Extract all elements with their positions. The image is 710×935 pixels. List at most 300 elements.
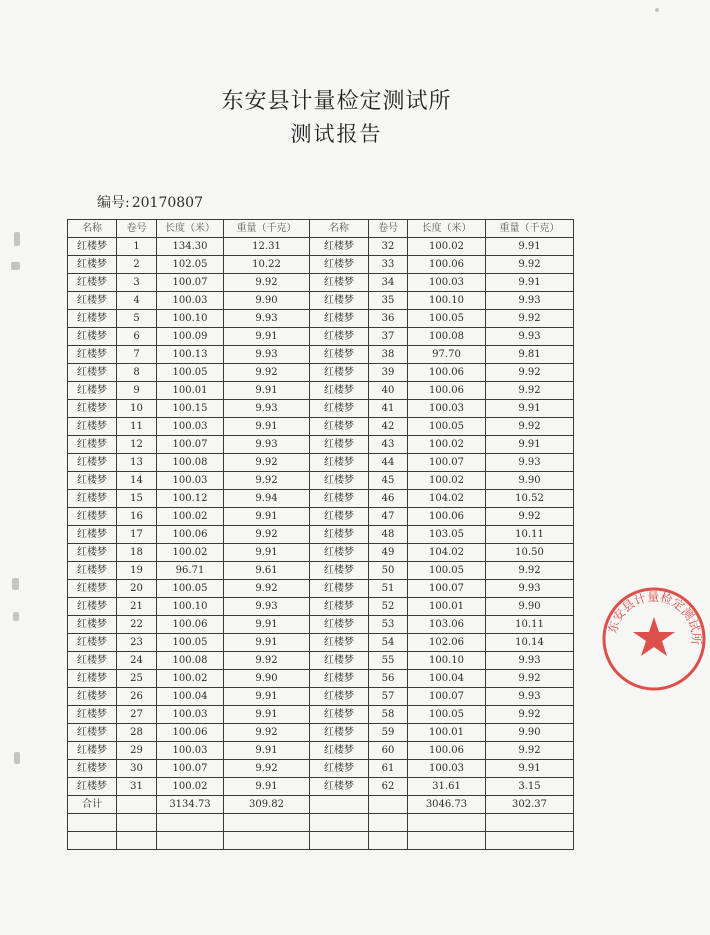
length-cell: 100.04 (157, 688, 224, 706)
weight-cell: 9.61 (224, 562, 310, 580)
weight-cell: 9.93 (224, 436, 310, 454)
table-row (68, 436, 574, 454)
item-name-cell: 红楼梦 (310, 688, 369, 706)
volume-number-cell: 7 (117, 346, 157, 364)
item-name-cell: 红楼梦 (310, 292, 369, 310)
item-name-cell: 红楼梦 (68, 508, 117, 526)
item-name-cell: 红楼梦 (310, 598, 369, 616)
length-cell: 100.07 (157, 760, 224, 778)
table-row (68, 544, 574, 562)
volume-number-cell: 4 (117, 292, 157, 310)
table-row (68, 346, 574, 364)
weight-cell: 9.92 (486, 256, 574, 274)
volume-number-cell: 24 (117, 652, 157, 670)
volume-number-cell: 16 (117, 508, 157, 526)
item-name-cell: 红楼梦 (68, 328, 117, 346)
length-cell: 100.05 (157, 634, 224, 652)
item-name-cell: 红楼梦 (310, 508, 369, 526)
length-cell: 100.07 (157, 274, 224, 292)
item-name-cell: 红楼梦 (68, 760, 117, 778)
empty-cell (117, 814, 157, 832)
volume-number-cell: 54 (369, 634, 408, 652)
item-name-cell: 红楼梦 (310, 310, 369, 328)
length-cell: 100.12 (157, 490, 224, 508)
item-name-cell: 红楼梦 (310, 580, 369, 598)
total-weight-cell: 309.82 (224, 796, 310, 814)
item-name-cell: 红楼梦 (68, 562, 117, 580)
volume-number-cell: 19 (117, 562, 157, 580)
item-name-cell: 红楼梦 (310, 616, 369, 634)
item-name-cell: 红楼梦 (310, 760, 369, 778)
weight-cell: 9.92 (224, 760, 310, 778)
item-name-cell: 红楼梦 (310, 382, 369, 400)
volume-number-cell: 42 (369, 418, 408, 436)
weight-cell: 9.91 (224, 688, 310, 706)
length-cell: 100.05 (157, 580, 224, 598)
scan-mark (13, 612, 19, 621)
table-row (68, 670, 574, 688)
weight-cell: 9.92 (486, 742, 574, 760)
weight-cell: 9.92 (486, 418, 574, 436)
weight-cell: 9.91 (486, 436, 574, 454)
length-cell: 100.07 (157, 436, 224, 454)
length-cell: 100.06 (408, 508, 486, 526)
volume-number-cell: 45 (369, 472, 408, 490)
item-name-cell: 红楼梦 (310, 544, 369, 562)
table-row (68, 760, 574, 778)
scan-mark (11, 262, 20, 270)
item-name-cell: 红楼梦 (310, 490, 369, 508)
weight-cell: 9.91 (224, 778, 310, 796)
volume-number-cell: 43 (369, 436, 408, 454)
length-cell: 100.05 (408, 562, 486, 580)
table-row (68, 706, 574, 724)
weight-cell: 9.92 (224, 274, 310, 292)
volume-number-cell: 8 (117, 364, 157, 382)
length-cell: 100.06 (408, 382, 486, 400)
column-header: 名称 (68, 220, 117, 238)
organization-title: 东安县计量检定测试所 (221, 89, 452, 114)
item-name-cell: 红楼梦 (68, 490, 117, 508)
length-cell: 100.15 (157, 400, 224, 418)
table-row (68, 328, 574, 346)
length-cell: 100.03 (408, 760, 486, 778)
volume-number-cell: 18 (117, 544, 157, 562)
volume-number-cell: 59 (369, 724, 408, 742)
length-cell: 100.07 (408, 580, 486, 598)
empty-cell (486, 832, 574, 850)
volume-number-cell: 46 (369, 490, 408, 508)
table-row (68, 688, 574, 706)
table-row (68, 238, 574, 256)
weight-cell: 9.90 (224, 292, 310, 310)
empty-cell (157, 814, 224, 832)
item-name-cell: 红楼梦 (310, 706, 369, 724)
item-name-cell: 红楼梦 (310, 418, 369, 436)
item-name-cell: 红楼梦 (68, 238, 117, 256)
volume-number-cell: 53 (369, 616, 408, 634)
volume-number-cell: 44 (369, 454, 408, 472)
weight-cell: 9.90 (486, 724, 574, 742)
item-name-cell: 红楼梦 (310, 472, 369, 490)
length-cell: 100.02 (408, 238, 486, 256)
length-cell: 100.02 (157, 670, 224, 688)
length-cell: 100.07 (408, 688, 486, 706)
weight-cell: 9.92 (224, 724, 310, 742)
table-row (68, 724, 574, 742)
length-cell: 103.06 (408, 616, 486, 634)
item-name-cell: 红楼梦 (68, 598, 117, 616)
length-cell: 100.06 (157, 616, 224, 634)
weight-cell: 9.92 (486, 310, 574, 328)
volume-number-cell: 29 (117, 742, 157, 760)
length-cell: 100.03 (157, 472, 224, 490)
table-row (68, 454, 574, 472)
volume-number-cell: 6 (117, 328, 157, 346)
table-row (68, 562, 574, 580)
weight-cell: 9.93 (224, 598, 310, 616)
length-cell: 100.06 (408, 256, 486, 274)
item-name-cell: 红楼梦 (68, 400, 117, 418)
length-cell: 100.10 (408, 652, 486, 670)
item-name-cell: 红楼梦 (68, 418, 117, 436)
volume-number-cell: 30 (117, 760, 157, 778)
weight-cell: 9.92 (486, 382, 574, 400)
scan-mark (14, 752, 20, 764)
table-row (68, 292, 574, 310)
item-name-cell: 红楼梦 (310, 778, 369, 796)
volume-number-cell: 3 (117, 274, 157, 292)
table-row (68, 256, 574, 274)
star-icon (633, 617, 675, 656)
length-cell: 100.03 (157, 292, 224, 310)
measurement-table (67, 219, 574, 850)
weight-cell: 9.92 (224, 580, 310, 598)
item-name-cell: 红楼梦 (310, 670, 369, 688)
item-name-cell: 红楼梦 (68, 724, 117, 742)
length-cell: 100.10 (408, 292, 486, 310)
blank-row (68, 814, 574, 832)
length-cell: 100.06 (157, 526, 224, 544)
length-cell: 100.03 (408, 400, 486, 418)
item-name-cell: 红楼梦 (68, 688, 117, 706)
item-name-cell: 红楼梦 (310, 652, 369, 670)
weight-cell: 3.15 (486, 778, 574, 796)
table-row (68, 310, 574, 328)
weight-cell: 10.11 (486, 616, 574, 634)
length-cell: 100.08 (157, 652, 224, 670)
length-cell: 100.10 (157, 598, 224, 616)
weight-cell: 9.92 (486, 508, 574, 526)
volume-number-cell: 22 (117, 616, 157, 634)
volume-number-cell: 5 (117, 310, 157, 328)
empty-cell (68, 832, 117, 850)
column-header: 卷号 (369, 220, 408, 238)
scan-mark (12, 578, 19, 590)
item-name-cell: 红楼梦 (68, 292, 117, 310)
volume-number-cell: 49 (369, 544, 408, 562)
total-row (68, 796, 574, 814)
volume-number-cell: 62 (369, 778, 408, 796)
empty-cell (117, 832, 157, 850)
volume-number-cell: 26 (117, 688, 157, 706)
length-cell: 100.13 (157, 346, 224, 364)
length-cell: 100.10 (157, 310, 224, 328)
report-title: 测试报告 (290, 122, 383, 146)
weight-cell: 9.92 (224, 454, 310, 472)
item-name-cell: 红楼梦 (310, 526, 369, 544)
weight-cell: 9.91 (486, 400, 574, 418)
table-row (68, 418, 574, 436)
table-row (68, 652, 574, 670)
volume-number-cell: 15 (117, 490, 157, 508)
length-cell: 100.02 (157, 508, 224, 526)
scan-mark (14, 232, 20, 246)
table-row (68, 508, 574, 526)
blank-row (68, 832, 574, 850)
volume-number-cell: 58 (369, 706, 408, 724)
document-number-value: 20170807 (131, 195, 203, 211)
item-name-cell: 红楼梦 (310, 634, 369, 652)
volume-number-cell: 47 (369, 508, 408, 526)
table-row (68, 400, 574, 418)
volume-number-cell: 21 (117, 598, 157, 616)
item-name-cell: 红楼梦 (68, 346, 117, 364)
item-name-cell: 红楼梦 (310, 562, 369, 580)
length-cell: 100.03 (157, 706, 224, 724)
item-name-cell: 红楼梦 (310, 256, 369, 274)
weight-cell: 9.91 (486, 274, 574, 292)
empty-cell (157, 832, 224, 850)
total-label: 合计 (68, 796, 117, 814)
length-cell: 102.06 (408, 634, 486, 652)
weight-cell: 9.90 (486, 472, 574, 490)
column-header: 长度（米） (157, 220, 224, 238)
volume-number-cell: 23 (117, 634, 157, 652)
weight-cell: 9.81 (486, 346, 574, 364)
volume-number-cell: 48 (369, 526, 408, 544)
weight-cell: 9.93 (486, 328, 574, 346)
volume-number-cell: 9 (117, 382, 157, 400)
length-cell: 134.30 (157, 238, 224, 256)
volume-number-cell: 37 (369, 328, 408, 346)
length-cell: 100.06 (157, 724, 224, 742)
total-weight-cell: 302.37 (486, 796, 574, 814)
official-seal-stamp (598, 583, 710, 695)
item-name-cell: 红楼梦 (68, 670, 117, 688)
weight-cell: 9.92 (486, 706, 574, 724)
weight-cell: 9.91 (224, 634, 310, 652)
table-row (68, 634, 574, 652)
volume-number-cell: 20 (117, 580, 157, 598)
table-row (68, 616, 574, 634)
item-name-cell: 红楼梦 (310, 328, 369, 346)
item-name-cell: 红楼梦 (310, 400, 369, 418)
item-name-cell: 红楼梦 (68, 274, 117, 292)
table-row (68, 742, 574, 760)
empty-cell (486, 814, 574, 832)
volume-number-cell: 51 (369, 580, 408, 598)
table-header-row (68, 220, 574, 238)
length-cell: 100.06 (408, 364, 486, 382)
length-cell: 31.61 (408, 778, 486, 796)
volume-number-cell: 27 (117, 706, 157, 724)
weight-cell: 9.90 (486, 598, 574, 616)
item-name-cell: 红楼梦 (68, 454, 117, 472)
length-cell: 103.05 (408, 526, 486, 544)
length-cell: 100.03 (408, 274, 486, 292)
weight-cell: 9.91 (224, 616, 310, 634)
weight-cell: 10.52 (486, 490, 574, 508)
table-row (68, 472, 574, 490)
volume-number-cell: 60 (369, 742, 408, 760)
weight-cell: 9.92 (486, 670, 574, 688)
weight-cell: 9.90 (224, 670, 310, 688)
weight-cell: 10.14 (486, 634, 574, 652)
length-cell: 100.05 (408, 706, 486, 724)
length-cell: 100.07 (408, 454, 486, 472)
empty-cell (369, 796, 408, 814)
weight-cell: 9.93 (224, 400, 310, 418)
item-name-cell: 红楼梦 (310, 724, 369, 742)
table-row (68, 274, 574, 292)
document-number-label: 编号: (97, 195, 130, 211)
item-name-cell: 红楼梦 (68, 742, 117, 760)
weight-cell: 9.91 (486, 760, 574, 778)
weight-cell: 9.91 (224, 382, 310, 400)
empty-cell (224, 814, 310, 832)
volume-number-cell: 55 (369, 652, 408, 670)
item-name-cell: 红楼梦 (68, 634, 117, 652)
volume-number-cell: 13 (117, 454, 157, 472)
volume-number-cell: 1 (117, 238, 157, 256)
volume-number-cell: 2 (117, 256, 157, 274)
table-row (68, 382, 574, 400)
weight-cell: 9.93 (486, 652, 574, 670)
volume-number-cell: 28 (117, 724, 157, 742)
item-name-cell: 红楼梦 (68, 616, 117, 634)
empty-cell (68, 814, 117, 832)
weight-cell: 9.93 (486, 688, 574, 706)
weight-cell: 9.92 (486, 364, 574, 382)
weight-cell: 9.93 (224, 310, 310, 328)
length-cell: 100.05 (408, 418, 486, 436)
length-cell: 100.02 (408, 472, 486, 490)
column-header: 名称 (310, 220, 369, 238)
weight-cell: 9.93 (486, 580, 574, 598)
item-name-cell: 红楼梦 (68, 544, 117, 562)
weight-cell: 9.94 (224, 490, 310, 508)
weight-cell: 9.91 (224, 418, 310, 436)
length-cell: 100.03 (157, 418, 224, 436)
weight-cell: 9.93 (224, 346, 310, 364)
length-cell: 96.71 (157, 562, 224, 580)
item-name-cell: 红楼梦 (68, 472, 117, 490)
item-name-cell: 红楼梦 (68, 310, 117, 328)
table-row (68, 364, 574, 382)
length-cell: 104.02 (408, 544, 486, 562)
column-header: 重量（千克） (486, 220, 574, 238)
length-cell: 97.70 (408, 346, 486, 364)
item-name-cell: 红楼梦 (310, 346, 369, 364)
column-header: 卷号 (117, 220, 157, 238)
weight-cell: 9.91 (224, 508, 310, 526)
table-row (68, 580, 574, 598)
volume-number-cell: 52 (369, 598, 408, 616)
length-cell: 100.09 (157, 328, 224, 346)
length-cell: 100.01 (408, 724, 486, 742)
column-header: 长度（米） (408, 220, 486, 238)
volume-number-cell: 25 (117, 670, 157, 688)
volume-number-cell: 39 (369, 364, 408, 382)
length-cell: 100.02 (157, 544, 224, 562)
total-length-cell: 3046.73 (408, 796, 486, 814)
length-cell: 100.01 (408, 598, 486, 616)
empty-cell (310, 814, 369, 832)
item-name-cell: 红楼梦 (310, 454, 369, 472)
weight-cell: 9.92 (224, 652, 310, 670)
volume-number-cell: 10 (117, 400, 157, 418)
item-name-cell: 红楼梦 (310, 364, 369, 382)
table-row (68, 526, 574, 544)
volume-number-cell: 34 (369, 274, 408, 292)
length-cell: 100.02 (157, 778, 224, 796)
weight-cell: 9.92 (224, 364, 310, 382)
item-name-cell: 红楼梦 (68, 706, 117, 724)
weight-cell: 9.91 (224, 706, 310, 724)
weight-cell: 10.11 (486, 526, 574, 544)
item-name-cell: 红楼梦 (68, 364, 117, 382)
empty-cell (408, 814, 486, 832)
weight-cell: 12.31 (224, 238, 310, 256)
volume-number-cell: 32 (369, 238, 408, 256)
length-cell: 100.05 (408, 310, 486, 328)
length-cell: 100.04 (408, 670, 486, 688)
table-row (68, 778, 574, 796)
document-number (97, 192, 205, 212)
weight-cell: 9.91 (224, 544, 310, 562)
weight-cell: 10.50 (486, 544, 574, 562)
weight-cell: 9.91 (224, 328, 310, 346)
volume-number-cell: 31 (117, 778, 157, 796)
empty-cell (224, 832, 310, 850)
length-cell: 100.08 (408, 328, 486, 346)
volume-number-cell: 33 (369, 256, 408, 274)
item-name-cell: 红楼梦 (68, 436, 117, 454)
item-name-cell: 红楼梦 (68, 580, 117, 598)
weight-cell: 10.22 (224, 256, 310, 274)
volume-number-cell: 50 (369, 562, 408, 580)
volume-number-cell: 56 (369, 670, 408, 688)
empty-cell (310, 832, 369, 850)
volume-number-cell: 57 (369, 688, 408, 706)
length-cell: 100.03 (157, 742, 224, 760)
volume-number-cell: 40 (369, 382, 408, 400)
weight-cell: 9.93 (486, 454, 574, 472)
item-name-cell: 红楼梦 (68, 652, 117, 670)
volume-number-cell: 35 (369, 292, 408, 310)
length-cell: 102.05 (157, 256, 224, 274)
weight-cell: 9.92 (486, 562, 574, 580)
empty-cell (369, 814, 408, 832)
item-name-cell: 红楼梦 (68, 256, 117, 274)
weight-cell: 9.91 (486, 238, 574, 256)
item-name-cell: 红楼梦 (310, 274, 369, 292)
item-name-cell: 红楼梦 (68, 382, 117, 400)
item-name-cell: 红楼梦 (68, 526, 117, 544)
column-header: 重量（千克） (224, 220, 310, 238)
weight-cell: 9.93 (486, 292, 574, 310)
